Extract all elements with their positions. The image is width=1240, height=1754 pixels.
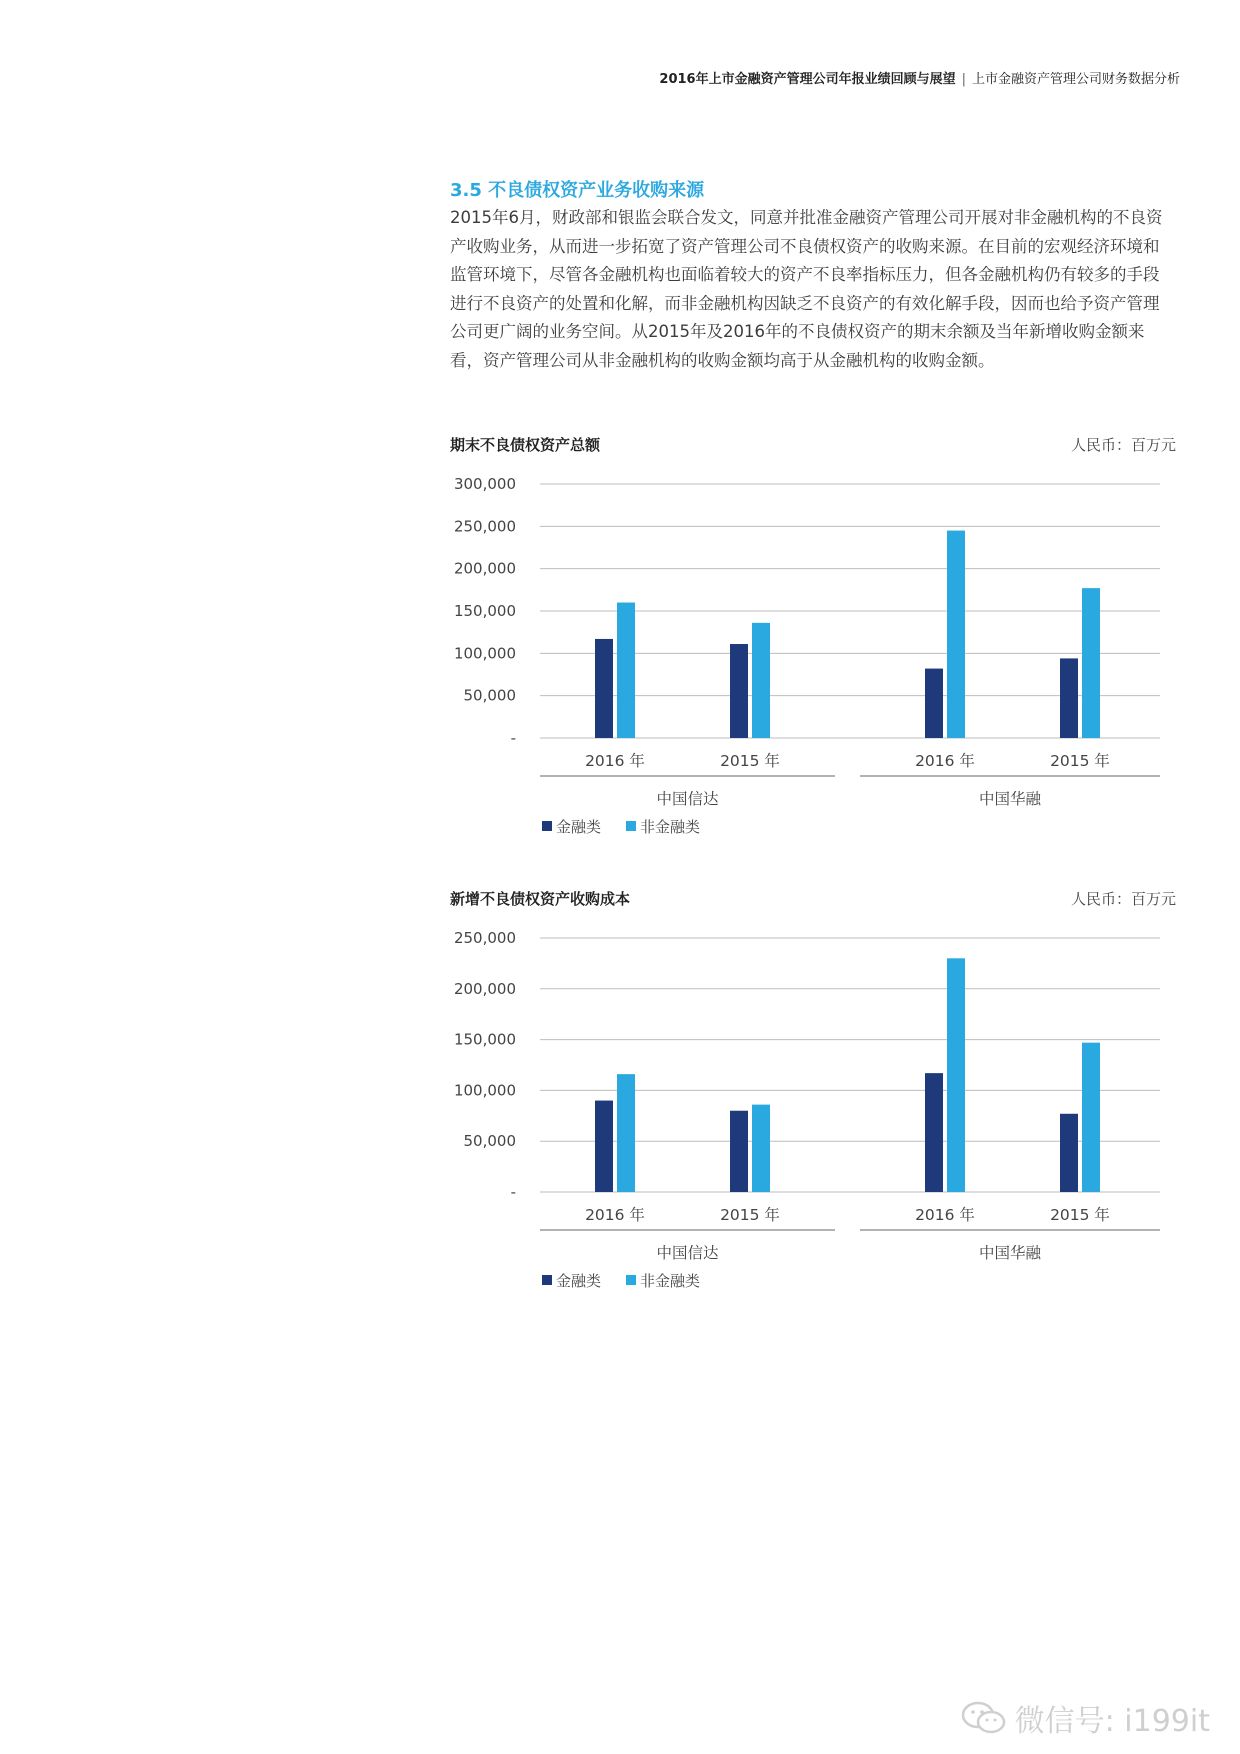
chart1-y-tick-label: 100,000	[453, 644, 516, 663]
chart2-x-tick-label: 2016 年	[585, 1206, 645, 1224]
chart1-bar-nonfinancial	[947, 531, 965, 738]
chart1-legend-swatch	[626, 821, 636, 831]
chart2-legend-swatch	[542, 1275, 552, 1285]
header-title: 2016年上市金融资产管理公司年报业绩回顾与展望	[659, 72, 956, 87]
page-header	[659, 68, 1180, 87]
watermark	[961, 1696, 1210, 1740]
chart1-bar-financial	[1060, 658, 1078, 738]
chart2-group-label: 中国信达	[656, 1244, 719, 1262]
chart2-bar-nonfinancial	[752, 1105, 770, 1192]
watermark-text: 微信号: i199it	[1014, 1704, 1210, 1739]
chart1-bar-financial	[925, 669, 943, 738]
chart1-bar-nonfinancial	[1082, 588, 1100, 738]
chart2-svg	[430, 924, 1170, 1304]
chart1-bar-nonfinancial	[617, 603, 635, 738]
chart2-y-tick-label: 150,000	[453, 1030, 516, 1049]
chart1-x-tick-label: 2016 年	[585, 752, 645, 770]
chart2-unit: 人民币：百万元	[1070, 890, 1176, 908]
section-title: 3.5 不良债权资产业务收购来源	[450, 180, 705, 201]
chart1-legend-label: 非金融类	[640, 818, 701, 836]
chart1-y-tick-label: 300,000	[453, 475, 516, 493]
chart2-bar-financial	[925, 1073, 943, 1192]
chart2-x-tick-label: 2015 年	[1050, 1206, 1110, 1224]
chart1-unit: 人民币：百万元	[1070, 436, 1176, 454]
chart2-legend-swatch	[626, 1275, 636, 1285]
header-separator: |	[961, 72, 966, 87]
chart2-x-tick-label: 2015 年	[720, 1206, 780, 1224]
chart2-y-tick-label: 200,000	[453, 979, 516, 998]
chart2-bar-nonfinancial	[947, 958, 965, 1192]
chart2-x-tick-label: 2016 年	[915, 1206, 975, 1224]
chart1-bar-financial	[730, 644, 748, 738]
chart2-y-tick-label: 250,000	[453, 929, 516, 947]
chart2-legend-label: 金融类	[556, 1272, 602, 1290]
chart1-y-tick-label: 200,000	[453, 559, 516, 578]
chart1-legend-swatch	[542, 821, 552, 831]
section-body: 2015年6月，财政部和银监会联合发文，同意并批准金融资产管理公司开展对非金融机构的不良资产收购业务，从而进一步拓宽了资产管理公司不良债权资产的收购来源。在目前的宏观经济环境和监管环境下，尽管各金融机构也面临着较大的资产不良率指标压力，但各金融机构仍有较多的手段进行不良资产的处置和化解，而非金融机构因缺乏不良资产的有效化解手段，因而也给予资产管理公司更广阔的业务空间。从2015年及2016年的不良债权资产的期末余额及当年新增收购金额来看，资产管理公司从非金融机构的收购金额均高于从金融机构的收购金额。	[450, 208, 1163, 370]
chart2-group-label: 中国华融	[978, 1244, 1042, 1262]
chart1-y-tick-label: 250,000	[453, 517, 516, 536]
chart1-legend-label: 金融类	[556, 818, 602, 836]
chart2-bar-financial	[1060, 1114, 1078, 1192]
chart1-group-label: 中国信达	[656, 790, 719, 808]
chart1-bar-nonfinancial	[752, 623, 770, 738]
chart2-bar-nonfinancial	[1082, 1043, 1100, 1192]
chart1-svg	[430, 470, 1170, 850]
chart1-y-tick-label: -	[510, 729, 516, 747]
header-subtitle: 上市金融资产管理公司财务数据分析	[971, 72, 1180, 87]
chart2-bar-financial	[595, 1101, 613, 1192]
chart2-bar-nonfinancial	[617, 1074, 635, 1192]
chart2-y-tick-label: 100,000	[453, 1081, 516, 1100]
chart1-x-tick-label: 2016 年	[915, 752, 975, 770]
chart1-bar-financial	[595, 639, 613, 738]
chart2-legend-label: 非金融类	[640, 1272, 701, 1290]
chart1-x-tick-label: 2015 年	[1050, 752, 1110, 770]
chart1-title: 期末不良债权资产总额	[450, 436, 601, 454]
chart1-y-tick-label: 50,000	[463, 686, 516, 705]
chart1-group-label: 中国华融	[978, 790, 1042, 808]
chart2-y-tick-label: 50,000	[463, 1132, 516, 1151]
chart2-title: 新增不良债权资产收购成本	[450, 890, 631, 908]
chart2-bar-financial	[730, 1111, 748, 1192]
wechat-icon	[961, 1700, 1007, 1736]
chart1-y-tick-label: 150,000	[453, 602, 516, 620]
chart2-y-tick-label: -	[510, 1183, 516, 1201]
chart1-x-tick-label: 2015 年	[720, 752, 780, 770]
